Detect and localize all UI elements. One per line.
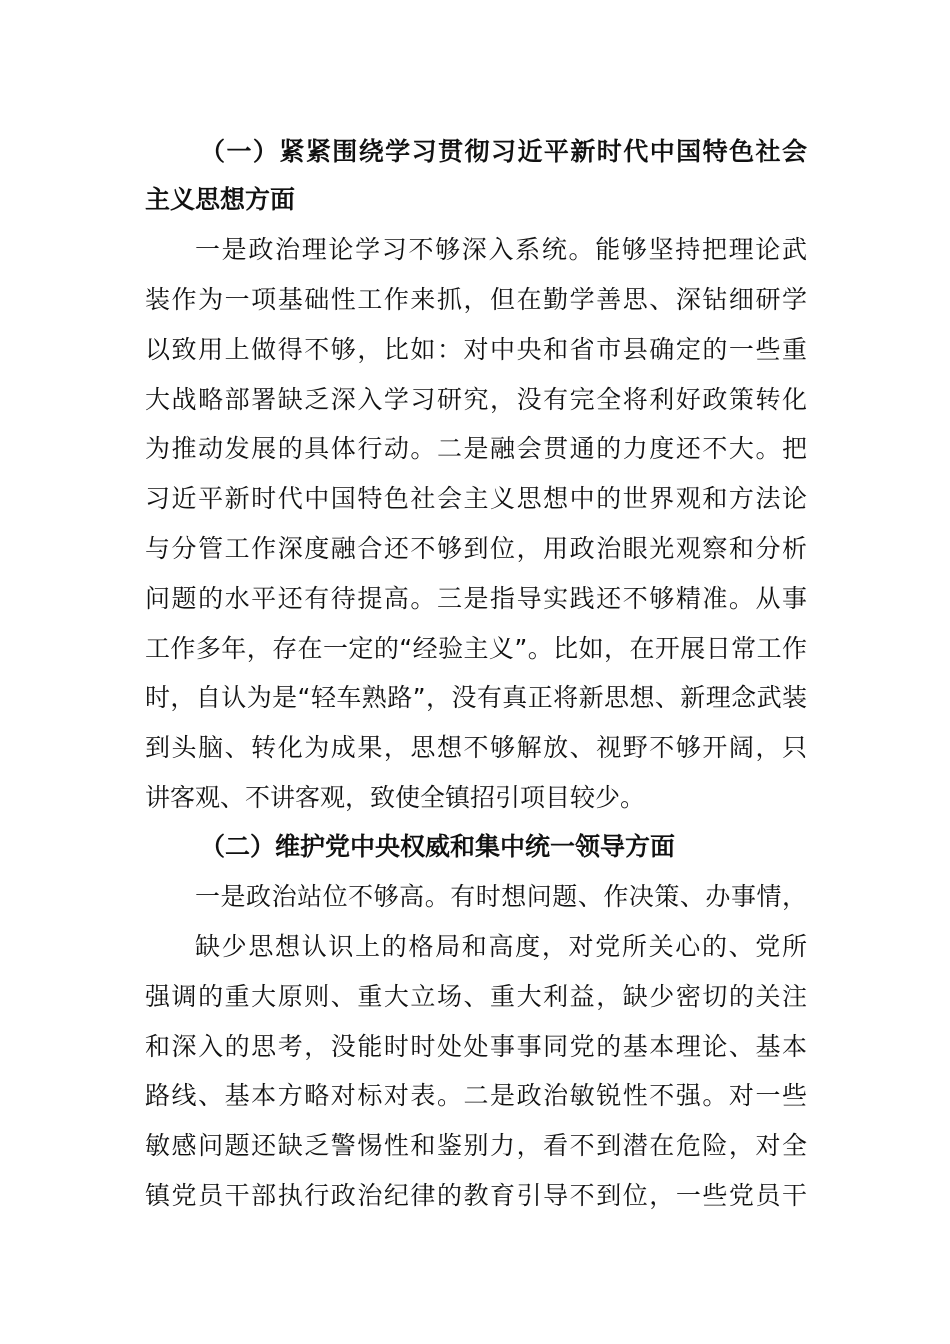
section2-paragraph-line: 敏感问题还缺乏警惕性和鉴别力，看不到潜在危险，对全 [145, 1131, 807, 1160]
section1-heading-line1: （一）紧紧围绕学习贯彻习近平新时代中国特色社会 [200, 137, 807, 166]
section1-paragraph-line: 装作为一项基础性工作来抓，但在勤学善思、深钻细研学 [145, 285, 807, 314]
section2-paragraph-line: 缺少思想认识上的格局和高度，对党所关心的、党所 [195, 932, 807, 961]
section1-paragraph-line: 习近平新时代中国特色社会主义思想中的世界观和方法论 [145, 484, 807, 513]
section1-paragraph-line: 为推动发展的具体行动。二是融会贯通的力度还不大。把 [145, 434, 807, 463]
section2-paragraph-line: 和深入的思考，没能时时处处事事同党的基本理论、基本 [145, 1032, 807, 1061]
section2-heading: （二）维护党中央权威和集中统一领导方面 [200, 832, 676, 861]
section2-paragraph-line: 镇党员干部执行政治纪律的教育引导不到位，一些党员干 [145, 1181, 807, 1210]
section1-paragraph-line: 与分管工作深度融合还不够到位，用政治眼光观察和分析 [145, 534, 807, 563]
section1-paragraph-line: 以致用上做得不够，比如：对中央和省市县确定的一些重 [145, 335, 807, 364]
section1-paragraph-line: 到头脑、转化为成果，思想不够解放、视野不够开阔，只 [145, 733, 807, 762]
section2-paragraph-line: 一是政治站位不够高。有时想问题、作决策、办事情， [195, 882, 807, 911]
section1-paragraph-line: 大战略部署缺乏深入学习研究，没有完全将利好政策转化 [145, 385, 807, 414]
section1-paragraph-line: 工作多年，存在一定的“经验主义”。比如，在开展日常工作 [145, 634, 807, 663]
section1-paragraph-line: 问题的水平还有待提高。三是指导实践还不够精准。从事 [145, 584, 807, 613]
section1-paragraph-line: 时，自认为是“轻车熟路”，没有真正将新思想、新理念武装 [145, 683, 807, 712]
section1-paragraph-line: 一是政治理论学习不够深入系统。能够坚持把理论武 [195, 235, 807, 264]
section2-paragraph-line: 路线、基本方略对标对表。二是政治敏锐性不强。对一些 [145, 1081, 807, 1110]
section1-heading-line2: 主义思想方面 [145, 185, 296, 214]
section1-paragraph-line: 讲客观、不讲客观，致使全镇招引项目较少。 [145, 783, 646, 812]
section2-paragraph-line: 强调的重大原则、重大立场、重大利益，缺少密切的关注 [145, 982, 807, 1011]
